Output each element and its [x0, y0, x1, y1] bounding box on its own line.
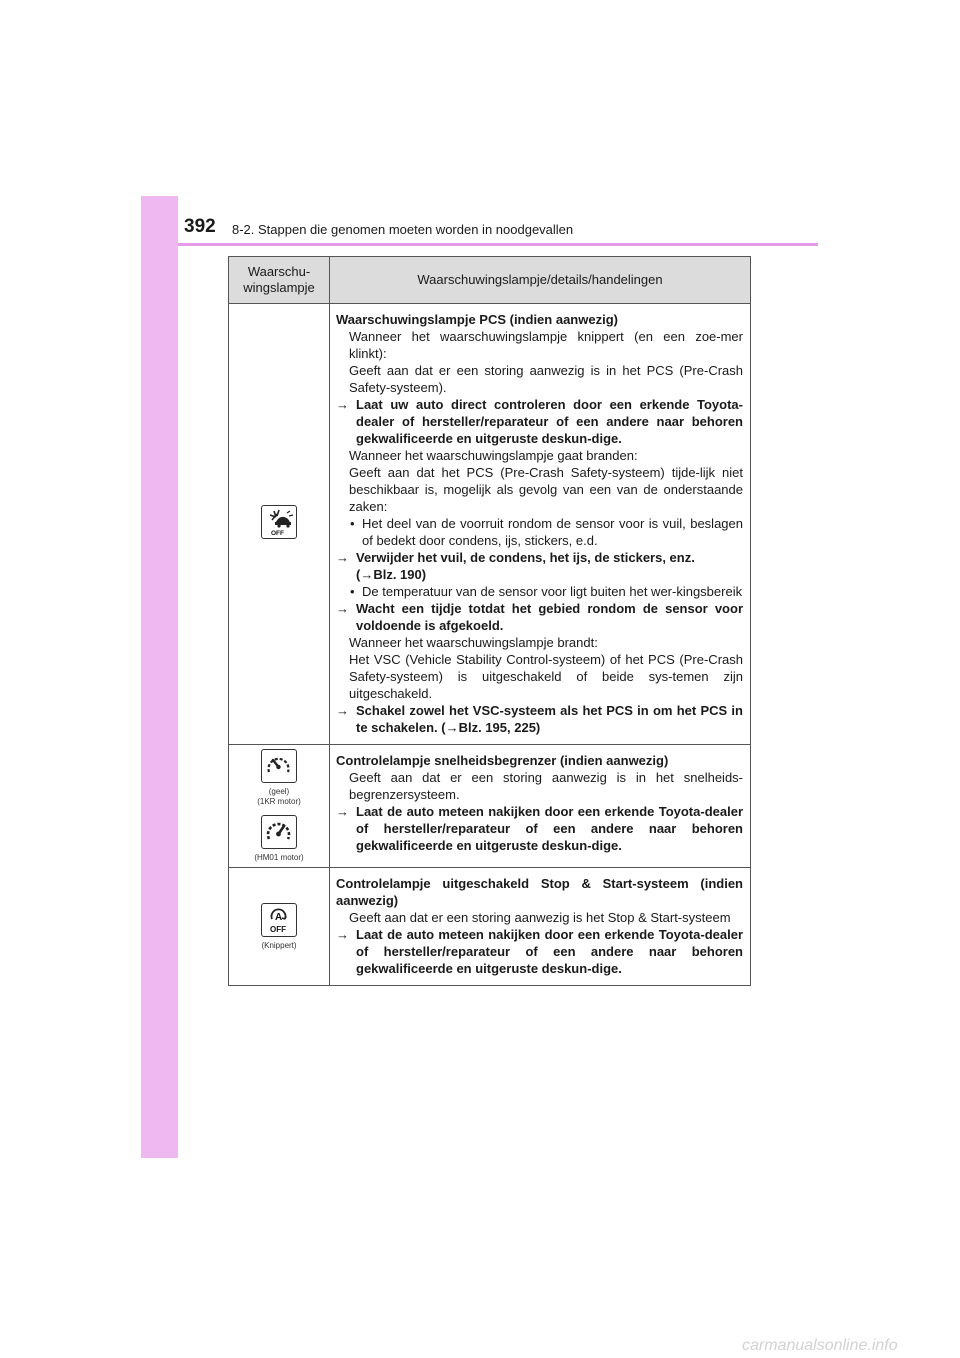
condition-text: Het VSC (Vehicle Stability Control-systeem) of het PCS (Pre-Crash Safety-systeem) is uitgeschakeld of beide sys-temen zijn uitgeschakeld. — [349, 652, 743, 701]
row-title: Waarschuwingslampje PCS (indien aanwezig) — [336, 312, 618, 327]
action-text: → Wacht een tijdje totdat het gebied rondom de sensor voor voldoende is afgekoeld. — [336, 601, 743, 633]
page-number: 392 — [184, 216, 216, 237]
bullet-item: • Het deel van de voorruit rondom de sensor voor is vuil, beslagen of bedekt door condens, ijs, stickers, e.d. — [350, 516, 743, 548]
condition-text: Wanneer het waarschuwingslampje gaat branden: — [349, 448, 638, 463]
condition-text: Geeft aan dat het PCS (Pre-Crash Safety-systeem) tijde-lijk niet beschikbaar is, mogelijk als gevolg van een van de onderstaande zaken: — [349, 465, 743, 514]
condition-text: Geeft aan dat er een storing aanwezig is het Stop & Start-systeem — [349, 910, 731, 925]
icon-cell — [229, 745, 330, 868]
col-header-details: Waarschuwingslampje/details/handelingen — [330, 257, 751, 304]
arrow-icon: → — [336, 601, 349, 616]
pcs-off-warning-icon — [261, 505, 297, 539]
details-cell — [330, 868, 751, 986]
bullet-item: • De temperatuur van de sensor voor ligt buiten het wer-kingsbereik — [350, 584, 743, 599]
icon-caption: (geel) — [268, 787, 290, 796]
speed-limiter-icon — [261, 815, 297, 849]
page-reference: (→Blz. 190) — [356, 567, 427, 582]
svg-text:OFF: OFF — [271, 530, 284, 537]
icon-caption: (HM01 motor) — [254, 853, 304, 862]
arrow-icon: → — [336, 804, 349, 819]
action-text: → Verwijder het vuil, de condens, het ijs, de stickers, enz. (→Blz. 190) — [336, 550, 695, 582]
row-title: Controlelampje snelheidsbegrenzer (indien aanwezig) — [336, 753, 669, 768]
speed-limiter-icon — [261, 749, 297, 783]
warning-light-table — [228, 256, 751, 986]
details-cell — [330, 745, 751, 868]
svg-text:A: A — [275, 911, 283, 923]
arrow-icon: → — [336, 927, 349, 942]
table-header-row — [229, 257, 751, 304]
header-rule — [178, 243, 818, 246]
icon-caption: (1KR motor) — [257, 797, 301, 806]
action-text: → Schakel zowel het VSC-systeem als het PCS in om het PCS in te schakelen. (→Blz. 195, 225) — [336, 703, 743, 735]
arrow-icon: → — [336, 703, 349, 718]
table-row — [229, 745, 751, 868]
stop-start-off-icon — [261, 903, 297, 937]
icon-cell — [229, 304, 330, 745]
bullet-icon: • — [350, 584, 355, 599]
condition-text: Geeft aan dat er een storing aanwezig is in het PCS (Pre-Crash Safety-systeem). — [349, 363, 743, 395]
condition-text: Wanneer het waarschuwingslampje brandt: — [349, 635, 598, 650]
icon-caption: (Knippert) — [261, 940, 297, 950]
chapter-tab-bar — [141, 196, 178, 1158]
arrow-icon: → — [336, 397, 349, 412]
section-title: 8-2. Stappen die genomen moeten worden in noodgevallen — [232, 222, 574, 237]
table-row — [229, 304, 751, 745]
action-text: → Laat de auto meteen nakijken door een erkende Toyota-dealer of hersteller/reparateur of een andere naar behoren gekwalificeerde en uitgeruste deskun-dige. — [336, 927, 743, 976]
svg-text:OFF: OFF — [270, 924, 286, 934]
table-row — [229, 868, 751, 986]
bullet-icon: • — [350, 516, 355, 531]
col-header-light: Waarschu- wingslampje — [229, 257, 330, 304]
action-text: → Laat de auto meteen nakijken door een erkende Toyota-dealer of hersteller/reparateur of een andere naar behoren gekwalificeerde en uitgeruste deskun-dige. — [336, 804, 743, 853]
condition-text: Geeft aan dat er een storing aanwezig is in het snelheids-begrenzersysteem. — [349, 770, 743, 802]
action-text: → Laat uw auto direct controleren door een erkende Toyota-dealer of hersteller/reparateur of een andere naar behoren gekwalificeerde en uitgeruste deskun-dige. — [336, 397, 743, 446]
icon-cell — [229, 868, 330, 986]
condition-text: Wanneer het waarschuwingslampje knippert (en een zoe-mer klinkt): — [349, 329, 743, 361]
details-cell — [330, 304, 751, 745]
arrow-icon: → — [336, 550, 349, 565]
watermark: carmanualsonline.info — [742, 1337, 898, 1354]
row-title: Controlelampje uitgeschakeld Stop & Start-systeem (indien aanwezig) — [336, 876, 743, 908]
